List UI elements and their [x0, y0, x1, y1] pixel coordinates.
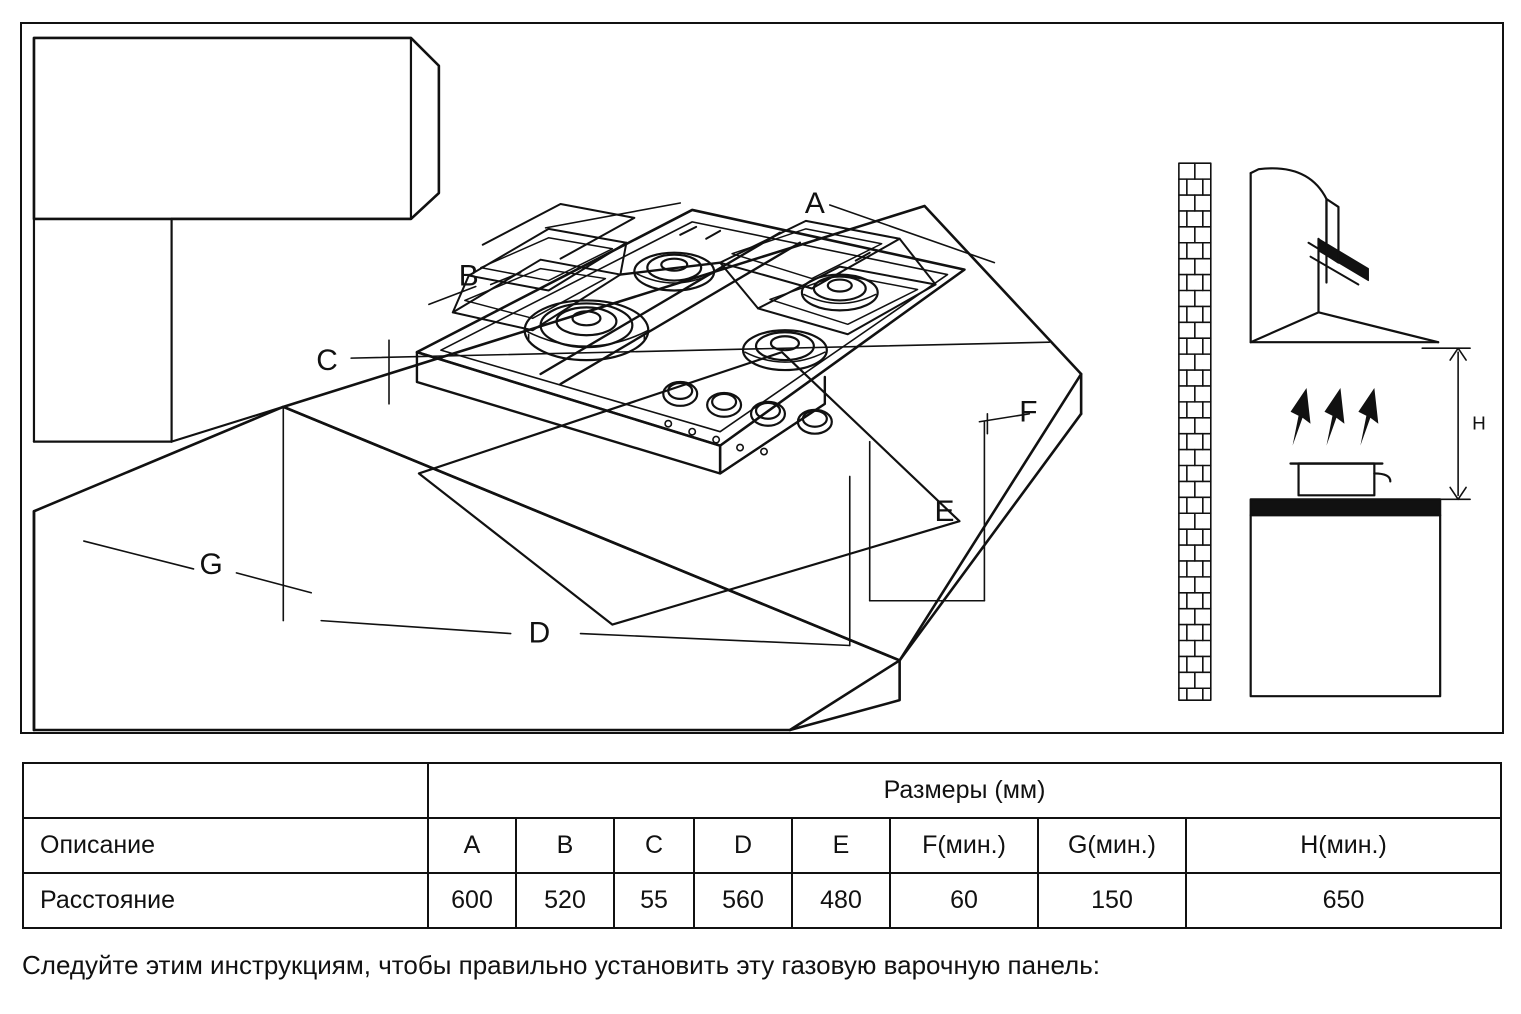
table-col-f: F(мин.) [890, 818, 1038, 873]
table-col-d: D [694, 818, 792, 873]
label-g: G [199, 547, 223, 581]
instruction-note: Следуйте этим инструкциям, чтобы правильно установить эту газовую варочную панель: [22, 950, 1100, 980]
table-value-d: 560 [694, 873, 792, 928]
label-h: H [1472, 413, 1486, 435]
illustration-frame [20, 22, 1504, 734]
label-e: E [934, 495, 955, 529]
table-cell-distance-label: Расстояние [23, 873, 428, 928]
table-value-h: 650 [1186, 873, 1501, 928]
cooking-pot-icon [1251, 464, 1440, 697]
burner-back-right [802, 275, 878, 311]
table-value-f: 60 [890, 873, 1038, 928]
label-d: D [528, 616, 551, 650]
airflow-arrows-icon [1291, 388, 1379, 446]
range-hood-icon [1251, 168, 1438, 342]
table-header-sizes: Размеры (мм) [428, 763, 1501, 818]
upper-cabinet-icon [34, 38, 439, 442]
table-cell-blank [23, 763, 428, 818]
table-value-b: 520 [516, 873, 614, 928]
table-col-e: E [792, 818, 890, 873]
cutout-outline [419, 352, 960, 624]
table-col-h: H(мин.) [1186, 818, 1501, 873]
table-row-header [23, 763, 1501, 818]
table-value-c: 55 [614, 873, 694, 928]
label-f: F [1019, 395, 1038, 429]
brick-wall-icon [1179, 163, 1211, 700]
hood-clearance-diagram [1179, 163, 1470, 700]
table-col-g: G(мин.) [1038, 818, 1186, 873]
table-value-a: 600 [428, 873, 516, 928]
dimensions-table [22, 762, 1502, 929]
table-cell-description-label: Описание [23, 818, 428, 873]
table-value-e: 480 [792, 873, 890, 928]
label-a: A [804, 186, 825, 220]
table-row-description [23, 818, 1501, 873]
table-col-b: B [516, 818, 614, 873]
table-row-distance [23, 873, 1501, 928]
table-col-c: C [614, 818, 694, 873]
installation-diagram [22, 24, 1502, 732]
burner-front-right [743, 330, 827, 370]
label-b: B [458, 259, 479, 293]
label-c: C [316, 344, 338, 378]
table-value-g: 150 [1038, 873, 1186, 928]
table-col-a: A [428, 818, 516, 873]
